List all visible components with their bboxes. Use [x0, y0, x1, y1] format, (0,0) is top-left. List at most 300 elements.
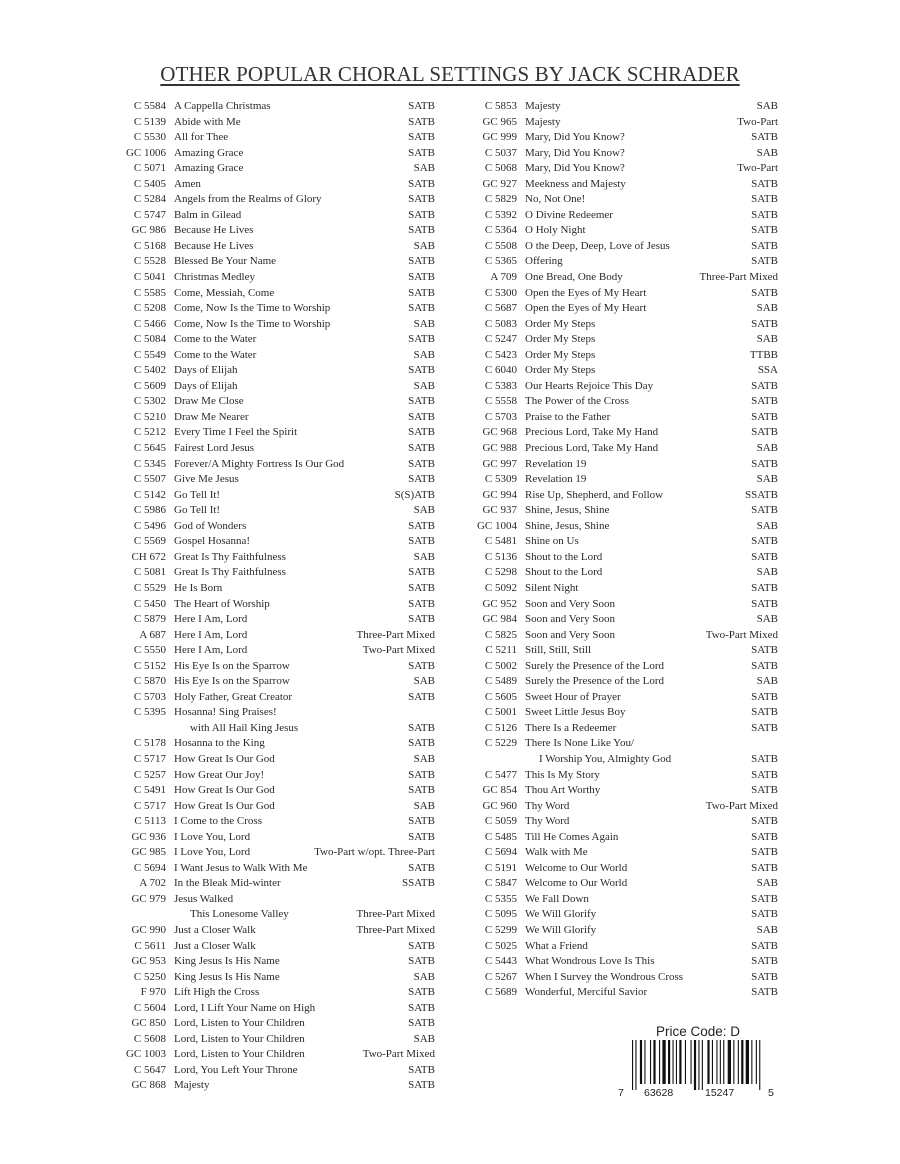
entry-title: Mary, Did You Know? — [525, 146, 625, 159]
entry-title: Great Is Thy Faithfulness — [174, 550, 286, 563]
entry-title: Still, Still, Still — [525, 644, 592, 657]
catalog-entry — [110, 845, 435, 861]
entry-title: Shine, Jesus, Shine — [525, 519, 610, 532]
catalog-entry — [455, 488, 778, 504]
entry-voicing: SATB — [408, 535, 435, 548]
entry-voicing: SAB — [756, 333, 778, 346]
entry-title: Revelation 19 — [525, 457, 587, 470]
entry-voicing: SAB — [413, 348, 435, 361]
entry-title: King Jesus Is His Name — [174, 955, 280, 968]
entry-voicing: SATB — [408, 426, 435, 439]
entry-code: GC 1003 — [125, 1048, 166, 1061]
entry-code: A 702 — [139, 877, 166, 890]
entry-voicing: SATB — [408, 861, 435, 874]
catalog-entry — [110, 394, 435, 410]
entry-code: C 6040 — [484, 364, 517, 377]
catalog-entry — [455, 550, 778, 566]
entry-title: Shine, Jesus, Shine — [525, 504, 610, 517]
entry-code: C 5208 — [133, 302, 166, 315]
catalog-entry — [110, 674, 435, 690]
catalog-entry — [455, 830, 778, 846]
entry-voicing: SATB — [408, 737, 435, 750]
entry-code: GC 968 — [482, 426, 517, 439]
entry-voicing: SATB — [751, 955, 778, 968]
entry-voicing: SAB — [413, 675, 435, 688]
catalog-entry — [110, 146, 435, 162]
catalog-entry — [110, 939, 435, 955]
entry-title: King Jesus Is His Name — [174, 970, 280, 983]
entry-voicing: SATB — [408, 410, 435, 423]
entry-title: Soon and Very Soon — [525, 613, 615, 626]
catalog-entry — [110, 115, 435, 131]
entry-code: C 5267 — [484, 970, 517, 983]
entry-code: C 5284 — [133, 193, 166, 206]
entry-voicing: SATB — [408, 364, 435, 377]
entry-voicing: SATB — [408, 659, 435, 672]
catalog-entry — [110, 690, 435, 706]
entry-voicing: SATB — [408, 100, 435, 112]
entry-code: GC 960 — [482, 799, 517, 812]
catalog-entry — [455, 332, 778, 348]
entry-code: GC 953 — [131, 955, 166, 968]
entry-voicing: SSATB — [401, 877, 435, 890]
entry-voicing: SATB — [751, 208, 778, 221]
entry-title: Lord, You Left Your Throne — [174, 1063, 298, 1076]
entry-title: Our Hearts Rejoice This Day — [525, 379, 654, 392]
entry-title: Because He Lives — [174, 239, 254, 252]
entry-voicing: SATB — [408, 473, 435, 486]
catalog-entry — [110, 301, 435, 317]
entry-voicing: SATB — [408, 442, 435, 455]
entry-title: God of Wonders — [174, 519, 247, 532]
entry-title: Praise to the Father — [525, 410, 611, 423]
entry-code: C 5126 — [484, 721, 517, 734]
entry-title: Go Tell It! — [174, 504, 221, 517]
entry-voicing: SATB — [408, 177, 435, 190]
entry-voicing: SATB — [751, 504, 778, 517]
entry-code: C 5608 — [133, 1032, 166, 1045]
entry-code: C 5687 — [484, 302, 517, 315]
catalog-entry — [455, 721, 778, 737]
entry-title: Lord, Listen to Your Children — [174, 1017, 305, 1030]
entry-voicing: SATB — [751, 986, 778, 999]
entry-code: C 5550 — [133, 644, 166, 657]
entry-title: How Great Is Our God — [174, 784, 275, 797]
barcode-bar — [653, 1040, 655, 1084]
entry-code: C 5585 — [133, 286, 166, 299]
catalog-entry — [455, 985, 778, 1001]
entry-voicing: SATB — [751, 846, 778, 859]
entry-title: Walk with Me — [525, 846, 588, 859]
entry-code: C 5383 — [484, 379, 517, 392]
entry-code: C 5481 — [484, 535, 517, 548]
entry-code: A 687 — [139, 628, 166, 641]
entry-voicing: S(S)ATB — [394, 488, 435, 501]
entry-title: His Eye Is on the Sparrow — [174, 675, 290, 688]
entry-voicing: SATB — [751, 131, 778, 144]
catalog-entry — [110, 457, 435, 473]
catalog-entry — [455, 270, 778, 286]
catalog-entry — [455, 363, 778, 379]
catalog-entry — [110, 270, 435, 286]
entry-title: Mary, Did You Know? — [525, 162, 625, 175]
entry-title: I Worship You, Almighty God — [539, 752, 672, 765]
catalog-right-column — [455, 99, 778, 1001]
entry-title: Because He Lives — [174, 224, 254, 237]
catalog-entry — [110, 192, 435, 208]
entry-voicing: SATB — [751, 659, 778, 672]
entry-voicing: SAB — [756, 613, 778, 626]
entry-voicing: SATB — [408, 395, 435, 408]
catalog-entry — [110, 488, 435, 504]
entry-code: C 5136 — [484, 550, 517, 563]
entry-voicing: SATB — [408, 224, 435, 237]
barcode-bar — [632, 1040, 633, 1090]
entry-title: We Fall Down — [525, 892, 589, 905]
catalog-entry — [110, 659, 435, 675]
entry-voicing: SATB — [408, 286, 435, 299]
entry-voicing: SATB — [751, 286, 778, 299]
entry-code: C 5477 — [484, 768, 517, 781]
barcode-bar — [712, 1040, 713, 1084]
entry-voicing: SATB — [408, 131, 435, 144]
catalog-entry — [455, 457, 778, 473]
entry-voicing: SATB — [408, 115, 435, 128]
entry-title: O Holy Night — [525, 224, 586, 237]
entry-title: This Lonesome Valley — [190, 908, 289, 921]
catalog-entry — [455, 192, 778, 208]
catalog-entry — [110, 768, 435, 784]
entry-title: Draw Me Close — [174, 395, 244, 408]
entry-code: C 5825 — [484, 628, 517, 641]
entry-code: C 5703 — [133, 690, 166, 703]
entry-title: Lift High the Cross — [174, 986, 260, 999]
entry-code: GC 850 — [131, 1017, 166, 1030]
catalog-entry — [110, 1001, 435, 1017]
entry-code: C 5364 — [484, 224, 517, 237]
catalog-entry — [110, 472, 435, 488]
entry-voicing: SATB — [751, 861, 778, 874]
entry-voicing: SATB — [751, 379, 778, 392]
catalog-entry — [110, 208, 435, 224]
barcode-bar — [723, 1040, 724, 1084]
entry-title: A Cappella Christmas — [174, 100, 271, 112]
entry-voicing: SATB — [751, 395, 778, 408]
entry-title: Open the Eyes of My Heart — [525, 286, 647, 299]
entry-title: Shout to the Lord — [525, 566, 603, 579]
entry-voicing: SAB — [413, 504, 435, 517]
entry-code: GC 990 — [131, 923, 166, 936]
entry-code: C 5084 — [133, 333, 166, 346]
entry-voicing: SATB — [751, 815, 778, 828]
entry-code: C 5879 — [133, 613, 166, 626]
catalog-entry — [110, 317, 435, 333]
entry-title: Offering — [525, 255, 563, 268]
entry-code: C 5611 — [134, 939, 166, 952]
entry-code: GC 1006 — [125, 146, 166, 159]
entry-voicing: SSATB — [744, 488, 778, 501]
entry-voicing: SAB — [413, 162, 435, 175]
entry-voicing: SATB — [408, 830, 435, 843]
entry-title: Wonderful, Merciful Savior — [525, 986, 648, 999]
price-code: Price Code: D — [656, 1024, 741, 1039]
entry-code: C 5210 — [133, 410, 166, 423]
upc-barcode — [618, 1040, 778, 1105]
entry-voicing: SSA — [757, 364, 778, 377]
barcode-bars — [630, 1040, 770, 1092]
entry-voicing: SATB — [408, 768, 435, 781]
entry-code: C 5059 — [484, 815, 517, 828]
entry-code: C 5645 — [133, 442, 166, 455]
entry-code: C 5299 — [484, 923, 517, 936]
catalog-entry — [110, 799, 435, 815]
catalog-entry-continuation — [110, 721, 435, 737]
catalog-entry — [110, 814, 435, 830]
entry-title: Majesty — [174, 1079, 210, 1092]
entry-code: C 5507 — [133, 473, 166, 486]
entry-voicing: SATB — [751, 177, 778, 190]
entry-code: C 5485 — [484, 830, 517, 843]
entry-title: Here I Am, Lord — [174, 644, 248, 657]
entry-title: All for Thee — [174, 131, 229, 144]
entry-code: C 5142 — [133, 488, 166, 501]
entry-title: Thy Word — [525, 799, 570, 812]
entry-voicing: SATB — [751, 768, 778, 781]
entry-title: O Divine Redeemer — [525, 208, 613, 221]
entry-code: C 5229 — [484, 737, 517, 750]
catalog-entry-continuation — [455, 752, 778, 768]
entry-voicing: Three-Part Mixed — [356, 923, 435, 936]
entry-code: C 5405 — [133, 177, 166, 190]
entry-voicing: SAB — [413, 970, 435, 983]
entry-title: Here I Am, Lord — [174, 628, 248, 641]
catalog-entry — [110, 348, 435, 364]
entry-voicing: SAB — [756, 146, 778, 159]
entry-voicing: Two-Part — [737, 115, 778, 128]
barcode-bar — [707, 1040, 709, 1084]
entry-title: Sweet Hour of Prayer — [525, 690, 621, 703]
barcode-lead-digit: 7 — [618, 1087, 624, 1099]
catalog-entry — [455, 565, 778, 581]
entry-title: Amazing Grace — [174, 162, 244, 175]
entry-voicing: SATB — [751, 830, 778, 843]
barcode-bar — [751, 1040, 752, 1084]
entry-code: C 5211 — [485, 644, 517, 657]
entry-voicing: SAB — [756, 675, 778, 688]
entry-title: O the Deep, Deep, Love of Jesus — [525, 239, 670, 252]
catalog-entry — [455, 612, 778, 628]
entry-voicing: SATB — [408, 208, 435, 221]
catalog-entry — [455, 208, 778, 224]
catalog-entry — [110, 705, 435, 721]
catalog-entry — [455, 892, 778, 908]
entry-code: C 5466 — [133, 317, 166, 330]
barcode-bar — [640, 1040, 642, 1084]
entry-title: Balm in Gilead — [174, 208, 242, 221]
entry-voicing: SATB — [408, 784, 435, 797]
entry-title: Revelation 19 — [525, 473, 587, 486]
catalog-entry — [455, 970, 778, 986]
entry-voicing: SATB — [751, 581, 778, 594]
entry-voicing: Three-Part Mixed — [356, 628, 435, 641]
entry-code: C 5558 — [484, 395, 517, 408]
catalog-entry — [110, 954, 435, 970]
catalog-entry — [110, 161, 435, 177]
barcode-check-digit: 5 — [768, 1087, 774, 1099]
entry-title: How Great Is Our God — [174, 799, 275, 812]
catalog-entry — [110, 254, 435, 270]
entry-voicing: SATB — [751, 239, 778, 252]
entry-code: C 5395 — [133, 706, 166, 719]
entry-title: Shine on Us — [525, 535, 579, 548]
catalog-entry — [110, 1047, 435, 1063]
entry-title: Precious Lord, Take My Hand — [525, 426, 659, 439]
entry-title: Days of Elijah — [174, 364, 238, 377]
barcode-bar — [659, 1040, 660, 1084]
entry-code: C 5191 — [484, 861, 517, 874]
barcode-bar — [702, 1040, 703, 1090]
catalog-entry — [455, 876, 778, 892]
catalog-entry — [455, 783, 778, 799]
entry-voicing: SAB — [756, 100, 778, 112]
catalog-entry — [110, 363, 435, 379]
entry-title: Hosanna! Sing Praises! — [174, 706, 277, 719]
barcode-bar — [738, 1040, 739, 1084]
entry-title: Lord, Listen to Your Children — [174, 1048, 305, 1061]
catalog-entry — [110, 970, 435, 986]
entry-title: Amen — [174, 177, 201, 190]
barcode-bar — [716, 1040, 717, 1084]
catalog-entry — [110, 130, 435, 146]
catalog-entry — [455, 643, 778, 659]
entry-voicing: SATB — [408, 1017, 435, 1030]
entry-code: C 5083 — [484, 317, 517, 330]
entry-voicing: SATB — [408, 146, 435, 159]
catalog-entry — [455, 845, 778, 861]
entry-code: C 5443 — [484, 955, 517, 968]
entry-code: C 5530 — [133, 131, 166, 144]
barcode-bar — [668, 1040, 670, 1084]
entry-code: C 5001 — [484, 706, 517, 719]
entry-voicing: SATB — [408, 1001, 435, 1014]
entry-title: Open the Eyes of My Heart — [525, 302, 647, 315]
entry-voicing: SATB — [408, 1063, 435, 1076]
entry-voicing: SATB — [751, 970, 778, 983]
catalog-entry — [455, 534, 778, 550]
entry-code: C 5717 — [133, 799, 166, 812]
entry-code: C 5829 — [484, 193, 517, 206]
entry-voicing: SATB — [408, 302, 435, 315]
entry-code: C 5298 — [484, 566, 517, 579]
entry-title: There Is None Like You/ — [525, 737, 635, 750]
entry-code: C 5853 — [484, 100, 517, 112]
entry-voicing: Two-Part Mixed — [362, 644, 435, 657]
catalog-entry — [110, 239, 435, 255]
entry-title: Give Me Jesus — [174, 473, 239, 486]
catalog-entry — [110, 861, 435, 877]
entry-code: C 5092 — [484, 581, 517, 594]
entry-voicing: SATB — [751, 457, 778, 470]
entry-voicing: Three-Part Mixed — [699, 271, 778, 284]
entry-voicing: SATB — [408, 566, 435, 579]
catalog-entry — [455, 441, 778, 457]
entry-title: Hosanna to the King — [174, 737, 265, 750]
entry-voicing: SATB — [408, 581, 435, 594]
entry-title: Amazing Grace — [174, 146, 244, 159]
entry-voicing: SATB — [408, 597, 435, 610]
barcode-bar — [635, 1040, 636, 1090]
catalog-entry — [455, 705, 778, 721]
catalog-entry — [455, 410, 778, 426]
entry-title: He Is Born — [174, 581, 223, 594]
entry-title: Majesty — [525, 100, 561, 112]
catalog-entry — [455, 130, 778, 146]
entry-code: GC 952 — [482, 597, 517, 610]
entry-voicing: SATB — [751, 939, 778, 952]
catalog-entry — [455, 239, 778, 255]
catalog-entry — [455, 597, 778, 613]
entry-voicing: Two-Part Mixed — [705, 628, 778, 641]
entry-title: No, Not One! — [525, 193, 586, 206]
entry-title: Mary, Did You Know? — [525, 131, 625, 144]
entry-code: C 5257 — [133, 768, 166, 781]
catalog-entry — [455, 348, 778, 364]
entry-code: GC 985 — [131, 846, 166, 859]
entry-title: Blessed Be Your Name — [174, 255, 277, 268]
entry-voicing: SATB — [408, 271, 435, 284]
entry-code: C 5309 — [484, 473, 517, 486]
entry-title: Welcome to Our World — [525, 877, 628, 890]
entry-title: Sweet Little Jesus Boy — [525, 706, 626, 719]
entry-code: C 5496 — [133, 519, 166, 532]
entry-voicing: SATB — [408, 721, 435, 734]
catalog-entry — [110, 503, 435, 519]
entry-code: C 5689 — [484, 986, 517, 999]
entry-title: Soon and Very Soon — [525, 597, 615, 610]
catalog-entry — [455, 799, 778, 815]
entry-title: Come to the Water — [174, 333, 257, 346]
entry-voicing: Two-Part w/opt. Three-Part — [314, 846, 435, 859]
entry-title: Order My Steps — [525, 348, 596, 361]
entry-title: The Power of the Cross — [525, 395, 629, 408]
entry-voicing: SATB — [408, 457, 435, 470]
entry-title: Just a Closer Walk — [174, 923, 256, 936]
entry-voicing: SAB — [756, 923, 778, 936]
entry-voicing: SATB — [751, 644, 778, 657]
catalog-entry — [455, 146, 778, 162]
entry-code: GC 854 — [482, 784, 517, 797]
catalog-entry — [110, 550, 435, 566]
barcode-bar — [673, 1040, 674, 1084]
entry-code: GC 994 — [482, 488, 517, 501]
entry-title: This Is My Story — [525, 768, 600, 781]
entry-voicing: SATB — [751, 752, 778, 765]
entry-title: Come, Now Is the Time to Worship — [174, 317, 331, 330]
entry-title: We Will Glorify — [525, 923, 597, 936]
entry-title: Till He Comes Again — [525, 830, 619, 843]
catalog-entry — [110, 286, 435, 302]
entry-title: Angels from the Realms of Glory — [174, 193, 322, 206]
entry-voicing: SATB — [751, 255, 778, 268]
entry-code: C 5986 — [133, 504, 166, 517]
barcode-bar — [720, 1040, 721, 1084]
catalog-entry — [110, 892, 435, 908]
entry-title: The Heart of Worship — [174, 597, 270, 610]
entry-title: Holy Father, Great Creator — [174, 690, 293, 703]
catalog-entry — [455, 286, 778, 302]
catalog-entry — [110, 1078, 435, 1094]
entry-code: C 5604 — [133, 1001, 166, 1014]
